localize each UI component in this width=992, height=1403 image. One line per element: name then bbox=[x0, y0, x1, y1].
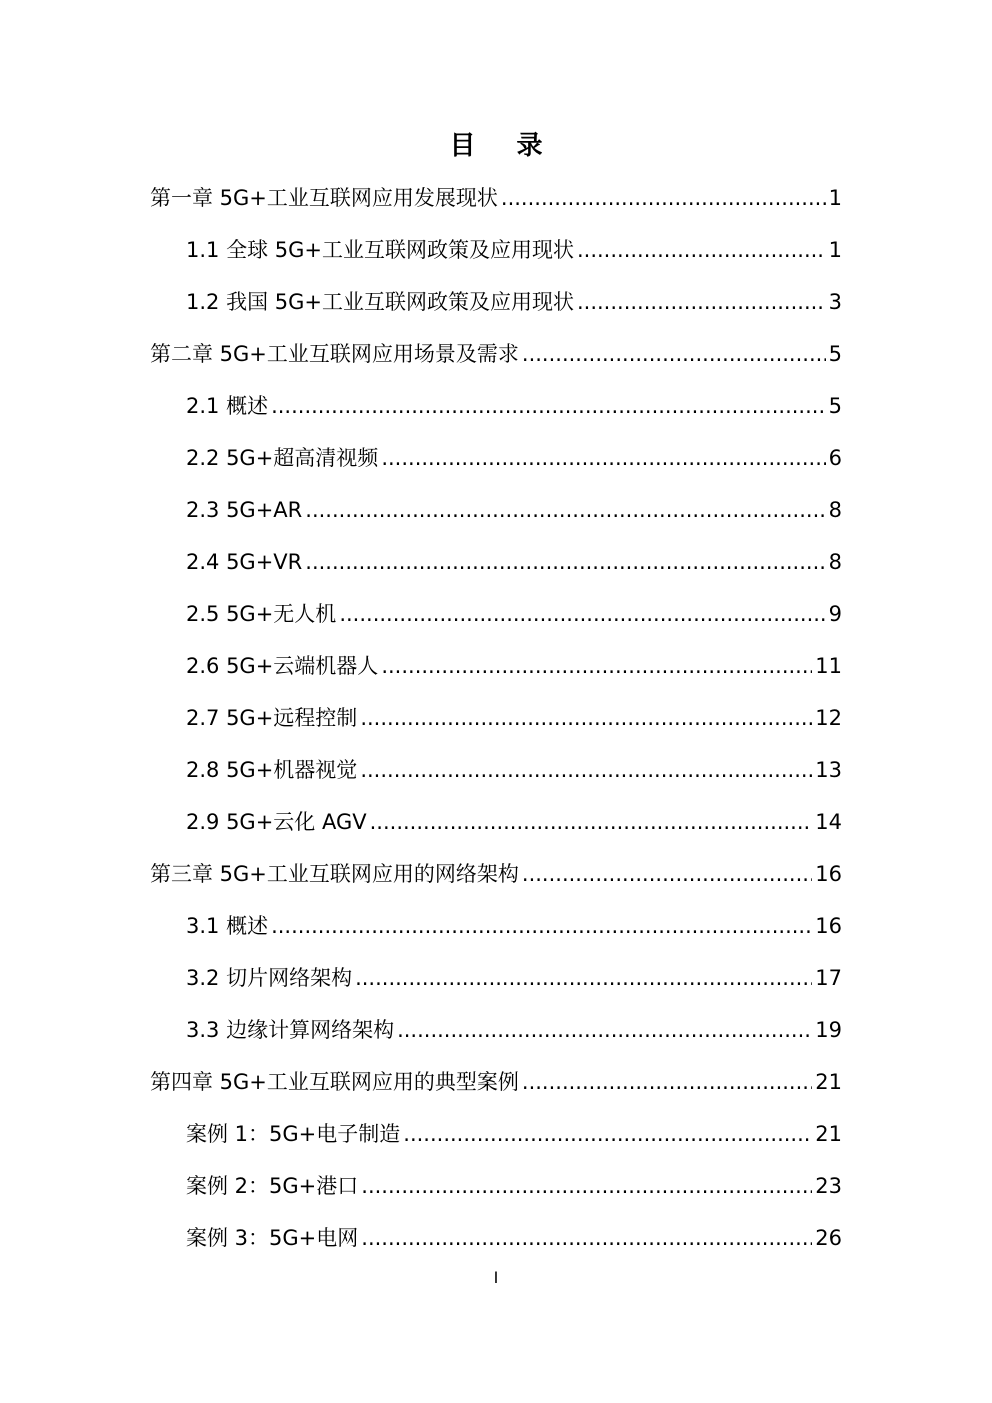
toc-entry-label: 3.2 切片网络架构 bbox=[186, 966, 353, 990]
toc-entry-label: 2.7 5G+远程控制 bbox=[186, 706, 358, 730]
toc-entry-label: 2.5 5G+无人机 bbox=[186, 602, 337, 626]
toc-entry-label: 3.3 边缘计算网络架构 bbox=[186, 1018, 395, 1042]
toc-entry-page: 9 bbox=[828, 602, 842, 626]
toc-chapter-entry[interactable] bbox=[150, 336, 842, 372]
toc-dot-leader bbox=[305, 492, 825, 528]
toc-section-entry[interactable] bbox=[186, 700, 842, 736]
toc-entry-page: 3 bbox=[828, 290, 842, 314]
toc-entry-label: 第二章 5G+工业互联网应用场景及需求 bbox=[150, 342, 519, 366]
toc-dot-leader bbox=[305, 544, 825, 580]
toc-section-entry[interactable] bbox=[186, 752, 842, 788]
page-title: 目 录 bbox=[449, 131, 559, 161]
toc-dot-leader bbox=[370, 804, 813, 840]
toc-section-entry[interactable] bbox=[186, 648, 842, 684]
toc-dot-leader bbox=[360, 752, 812, 788]
toc-entry-page: 8 bbox=[828, 498, 842, 522]
toc-entry-page: 6 bbox=[828, 446, 842, 470]
toc-entry-page: 19 bbox=[815, 1018, 842, 1042]
toc-entry-label: 第三章 5G+工业互联网应用的网络架构 bbox=[150, 862, 519, 886]
toc-dot-leader bbox=[271, 388, 826, 424]
toc-dot-leader bbox=[361, 1168, 812, 1204]
toc-entry-page: 17 bbox=[815, 966, 842, 990]
toc-section-entry[interactable] bbox=[186, 1220, 842, 1256]
toc-entry-label: 2.8 5G+机器视觉 bbox=[186, 758, 358, 782]
toc-dot-leader bbox=[522, 1064, 812, 1100]
toc-section-entry[interactable] bbox=[186, 440, 842, 476]
toc-entry-page: 21 bbox=[815, 1070, 842, 1094]
toc-entry-label: 2.2 5G+超高清视频 bbox=[186, 446, 379, 470]
toc-dot-leader bbox=[522, 336, 826, 372]
toc-entry-label: 1.1 全球 5G+工业互联网政策及应用现状 bbox=[186, 238, 574, 262]
toc-section-entry[interactable] bbox=[186, 492, 842, 528]
toc-entry-label: 1.2 我国 5G+工业互联网政策及应用现状 bbox=[186, 290, 574, 314]
toc-section-entry[interactable] bbox=[186, 960, 842, 996]
toc-dot-leader bbox=[381, 648, 812, 684]
toc-chapter-entry[interactable] bbox=[150, 856, 842, 892]
toc-entry-page: 1 bbox=[828, 186, 842, 210]
toc-entry-label: 案例 3：5G+电网 bbox=[186, 1226, 359, 1250]
toc-section-entry[interactable] bbox=[186, 596, 842, 632]
toc-dot-leader bbox=[360, 700, 812, 736]
toc-entry-page: 21 bbox=[815, 1122, 842, 1146]
toc-section-entry[interactable] bbox=[186, 908, 842, 944]
toc-entry-label: 案例 1：5G+电子制造 bbox=[186, 1122, 401, 1146]
toc-section-entry[interactable] bbox=[186, 232, 842, 268]
toc-dot-leader bbox=[403, 1116, 812, 1152]
toc-entry-page: 5 bbox=[828, 394, 842, 418]
toc-dot-leader bbox=[381, 440, 825, 476]
toc-entry-page: 5 bbox=[828, 342, 842, 366]
toc-dot-leader bbox=[501, 180, 826, 216]
toc-dot-leader bbox=[355, 960, 812, 996]
toc-entry-label: 2.1 概述 bbox=[186, 394, 269, 418]
toc-chapter-entry[interactable] bbox=[150, 1064, 842, 1100]
toc-entry-label: 2.4 5G+VR bbox=[186, 550, 303, 574]
toc-entry-page: 26 bbox=[815, 1226, 842, 1250]
toc-section-entry[interactable] bbox=[186, 1116, 842, 1152]
toc-section-entry[interactable] bbox=[186, 544, 842, 580]
toc-section-entry[interactable] bbox=[186, 1012, 842, 1048]
toc-dot-leader bbox=[577, 232, 826, 268]
toc-entry-page: 11 bbox=[815, 654, 842, 678]
toc-entry-page: 8 bbox=[828, 550, 842, 574]
toc-entry-page: 14 bbox=[815, 810, 842, 834]
toc-entry-page: 16 bbox=[815, 914, 842, 938]
toc-entry-label: 第四章 5G+工业互联网应用的典型案例 bbox=[150, 1070, 519, 1094]
toc-chapter-entry[interactable] bbox=[150, 180, 842, 216]
page-number: I bbox=[493, 1268, 499, 1287]
toc-entry-label: 3.1 概述 bbox=[186, 914, 269, 938]
toc-dot-leader bbox=[397, 1012, 812, 1048]
toc-dot-leader bbox=[522, 856, 812, 892]
toc-entry-page: 12 bbox=[815, 706, 842, 730]
toc-entry-page: 16 bbox=[815, 862, 842, 886]
toc-section-entry[interactable] bbox=[186, 1168, 842, 1204]
toc-entry-label: 第一章 5G+工业互联网应用发展现状 bbox=[150, 186, 498, 210]
toc-entry-label: 2.3 5G+AR bbox=[186, 498, 303, 522]
toc-entry-label: 案例 2：5G+港口 bbox=[186, 1174, 359, 1198]
toc-dot-leader bbox=[271, 908, 812, 944]
toc-entry-page: 23 bbox=[815, 1174, 842, 1198]
toc-dot-leader bbox=[339, 596, 825, 632]
toc-dot-leader bbox=[361, 1220, 812, 1256]
toc-section-entry[interactable] bbox=[186, 284, 842, 320]
toc-entry-label: 2.9 5G+云化 AGV bbox=[186, 810, 367, 834]
toc-section-entry[interactable] bbox=[186, 388, 842, 424]
toc-entry-label: 2.6 5G+云端机器人 bbox=[186, 654, 379, 678]
toc-dot-leader bbox=[577, 284, 826, 320]
toc-entry-page: 13 bbox=[815, 758, 842, 782]
toc-section-entry[interactable] bbox=[186, 804, 842, 840]
toc-entry-page: 1 bbox=[828, 238, 842, 262]
